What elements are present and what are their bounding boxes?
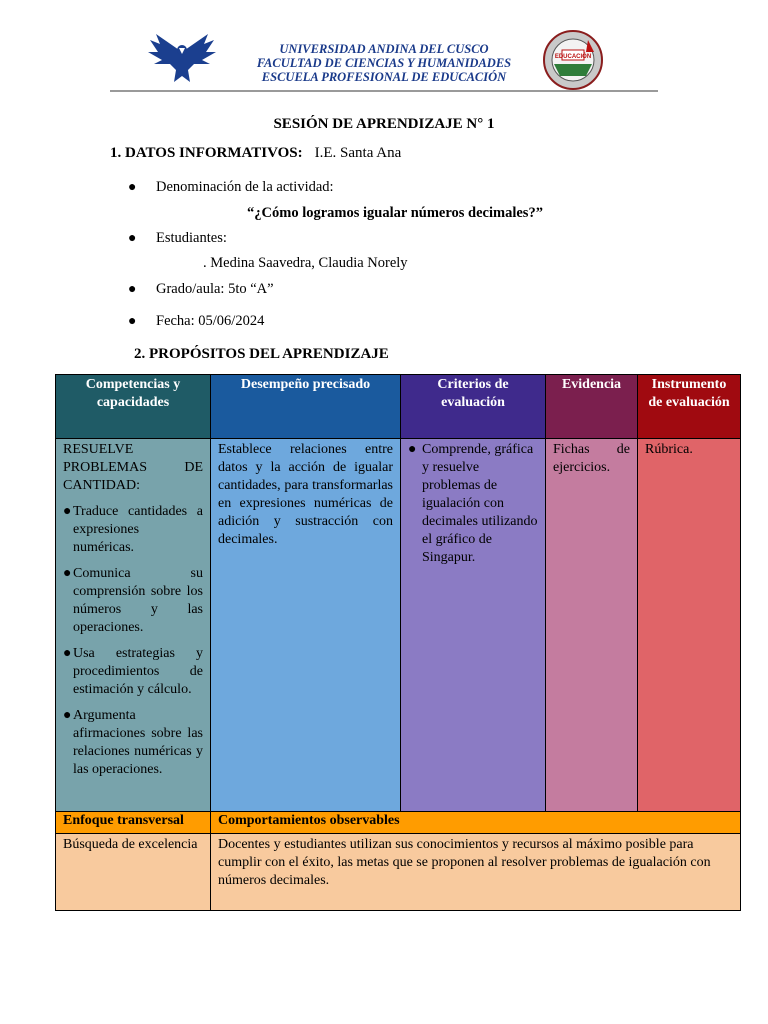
bullet-icon: ● [408, 442, 417, 457]
bullet-icon: ● [128, 314, 137, 329]
grade-info: Grado/aula: 5to “A” [156, 281, 274, 297]
school-name: ESCUELA PROFESIONAL DE EDUCACIÓN [261, 70, 507, 84]
header-instrument: Instrumento de evaluación [638, 375, 741, 439]
competency-title: RESUELVE PROBLEMAS DE CANTIDAD: [63, 442, 203, 493]
date-info: Fecha: 05/06/2024 [156, 313, 265, 329]
bullet-icon: ● [63, 504, 72, 519]
bullet-icon: ● [63, 708, 72, 723]
institution-name: I.E. Santa Ana [314, 145, 402, 161]
bullet-icon: ● [63, 566, 72, 581]
criteria-item: ● Comprende, gráfica y resuelve problemas de igualación con decimales utilizando el gráfico de Singapur. [408, 442, 538, 565]
header-evidence: Evidencia [546, 375, 638, 439]
bullet-icon: ● [128, 231, 137, 246]
approach-header: Enfoque transversal [56, 812, 211, 834]
page-title: SESIÓN DE APRENDIZAJE N° 1 [273, 116, 495, 132]
activity-title: “¿Cómo logramos igualar números decimales?” [247, 205, 543, 221]
students-label: Estudiantes: [156, 230, 227, 246]
header-competencies: Competencias y capacidades [56, 375, 211, 439]
criteria-cell [401, 439, 546, 812]
seal-text: EDUCACIÓN [554, 54, 592, 60]
approach-cell: Búsqueda de excelencia [56, 834, 211, 911]
instrument-cell: Rúbrica. [638, 439, 741, 812]
faculty-name: FACULTAD DE CIENCIAS Y HUMANIDADES [256, 56, 512, 70]
bullet-icon: ● [128, 180, 137, 195]
university-eagle-logo [146, 30, 218, 88]
approach-header-row [56, 812, 741, 834]
education-school-seal [536, 30, 610, 90]
behaviors-cell: Docentes y estudiantes utilizan sus conocimientos y recursos al máximo posible para cumplir con el éxito, las metas que se proponen al resolver problemas de igualación con números decimales. [211, 834, 741, 911]
capacity-item: ● Argumenta afirmaciones sobre las relaciones numéricas y las operaciones. [63, 708, 203, 777]
approach-row [56, 834, 741, 911]
capacity-item: ● Comunica su comprensión sobre los números y las operaciones. [63, 566, 203, 635]
table-row [56, 439, 741, 812]
performance-cell: Establece relaciones entre datos y la acción de igualar cantidades, para transformarlas en expresiones numéricas de adición y sustracción con decimales. [211, 439, 401, 812]
behaviors-header: Comportamientos observables [211, 812, 741, 834]
table-header-row [56, 375, 741, 439]
competencies-cell [56, 439, 211, 812]
bullet-icon: ● [63, 646, 72, 661]
header-criteria: Criterios de evaluación [401, 375, 546, 439]
header-performance: Desempeño precisado [211, 375, 401, 439]
section-2-heading: 2. PROPÓSITOS DEL APRENDIZAJE [134, 346, 389, 362]
section-1-heading-line [110, 145, 401, 162]
students-names: . Medina Saavedra, Claudia Norely [203, 255, 408, 271]
section-1-heading: 1. DATOS INFORMATIVOS: [110, 145, 303, 161]
university-header-text [236, 42, 532, 84]
bullet-icon: ● [128, 282, 137, 297]
evidence-cell: Fichas de ejercicios. [546, 439, 638, 812]
capacity-item: ● Usa estrategias y procedimientos de estimación y cálculo. [63, 646, 203, 697]
capacity-item: ● Traduce cantidades a expresiones numéricas. [63, 504, 203, 555]
learning-purposes-table [55, 374, 741, 911]
university-name: UNIVERSIDAD ANDINA DEL CUSCO [279, 42, 489, 56]
activity-label: Denominación de la actividad: [156, 179, 334, 195]
